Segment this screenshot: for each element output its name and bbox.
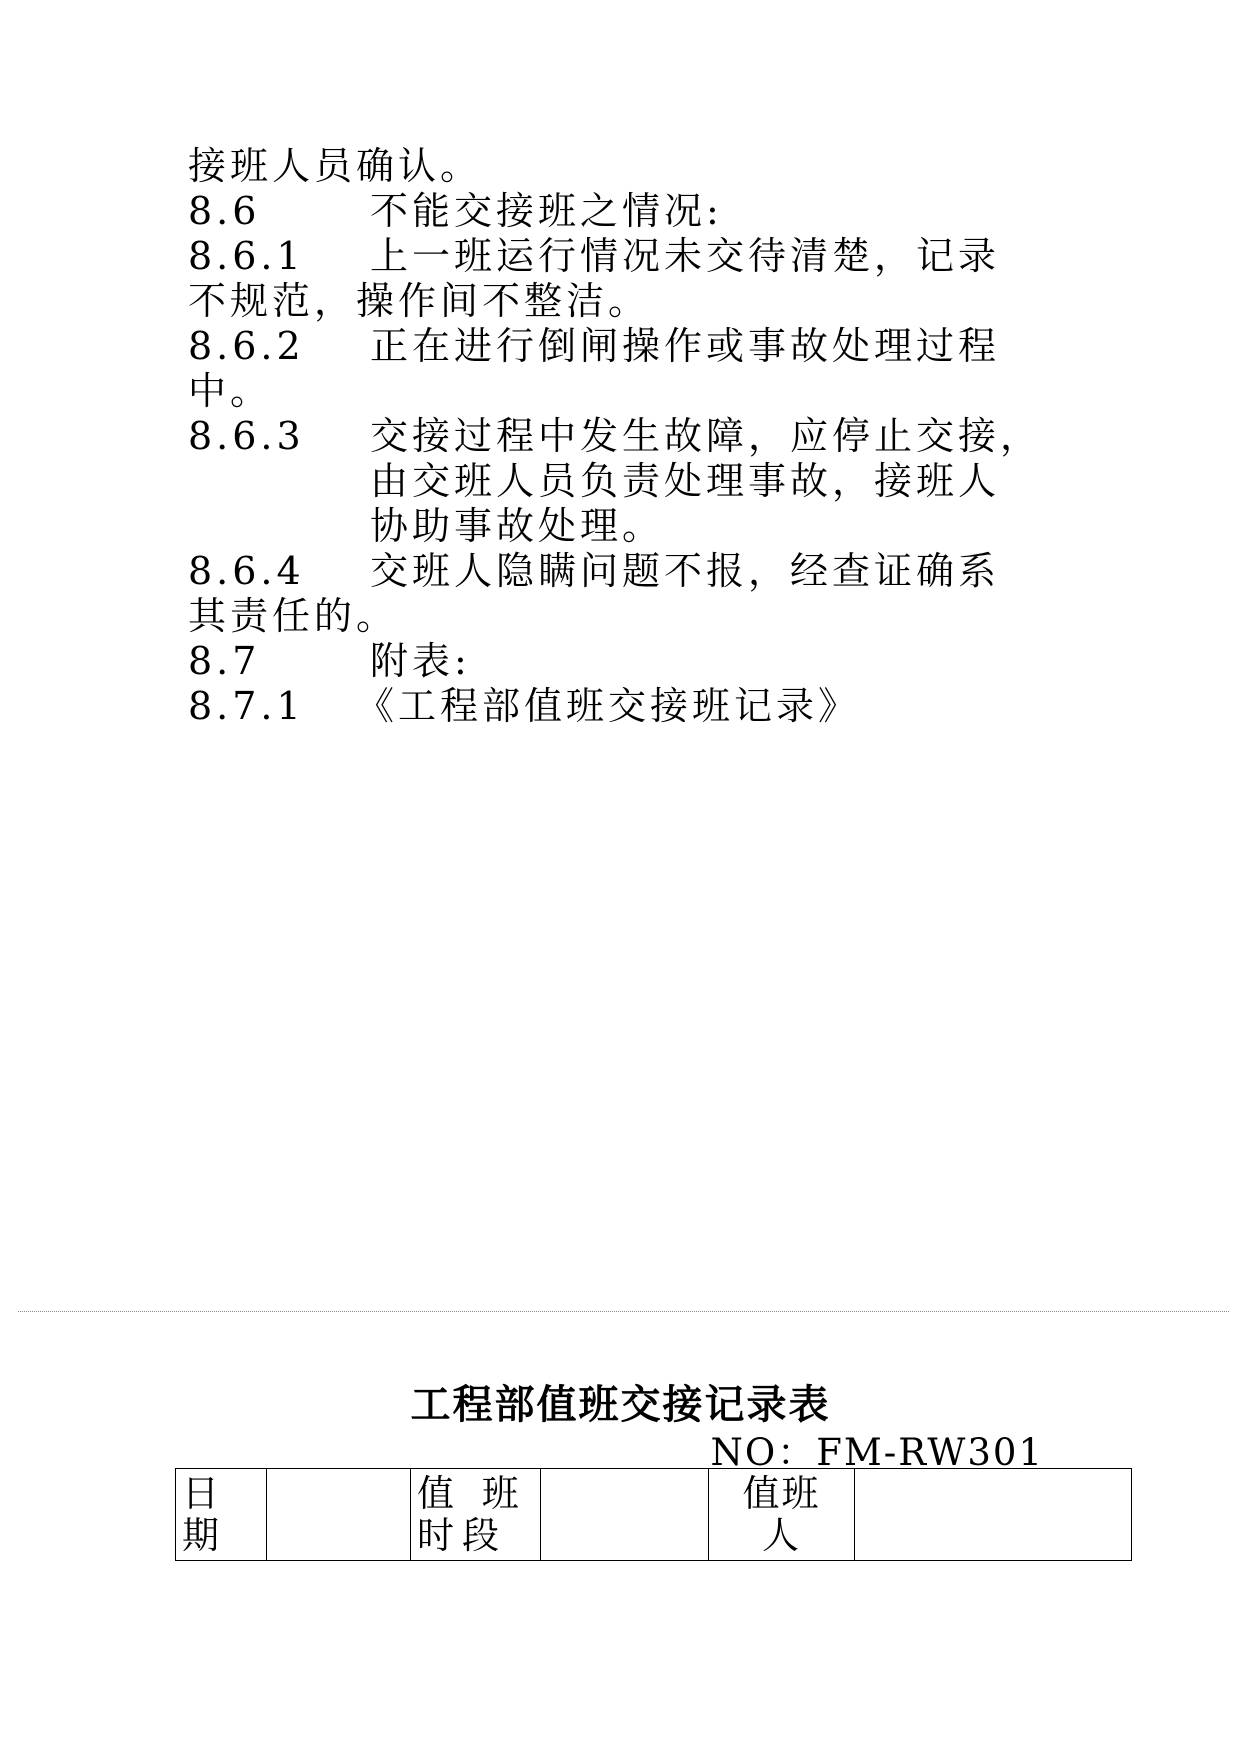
section-wrap-text: 中。 [188, 369, 273, 413]
page-break-divider [18, 1311, 1229, 1312]
section-8-6-2-wrap [188, 369, 1068, 414]
section-indented-text: 由交班人员负责处理事故，接班人 [370, 459, 1001, 503]
section-wrap-text: 不规范，操作间不整洁。 [188, 279, 651, 323]
section-8-6-2 [188, 324, 1068, 369]
shift-period-label-line: 时段 [417, 1513, 507, 1557]
section-8-6-4-wrap [188, 594, 1068, 639]
section-number: 8.7 [188, 639, 261, 683]
continuation-line [188, 144, 1068, 189]
shift-period-label-line: 值 班 [417, 1471, 527, 1515]
document-body [188, 144, 1068, 729]
section-8-6-1 [188, 234, 1068, 279]
section-text: 附表: [370, 639, 471, 683]
section-text: 不能交接班之情况: [370, 189, 723, 233]
section-8-7 [188, 639, 1068, 684]
section-8-6-1-wrap [188, 279, 1068, 324]
section-indented-text: 协助事故处理。 [370, 504, 665, 548]
date-label-cell [176, 1469, 267, 1561]
section-number: 8.6.1 [188, 234, 305, 278]
section-8-7-1 [188, 684, 1068, 729]
table-row [176, 1469, 1132, 1561]
section-8-6 [188, 189, 1068, 234]
section-8-6-3-line-3 [188, 504, 1068, 549]
date-value-cell[interactable] [267, 1469, 411, 1561]
section-8-6-4 [188, 549, 1068, 594]
section-text: 上一班运行情况未交待清楚，记录 [370, 234, 1001, 278]
form-number: NO：FM-RW301 [710, 1431, 1044, 1474]
section-text: 正在进行倒闸操作或事故处理过程 [370, 324, 1001, 368]
section-wrap-text: 其责任的。 [188, 594, 399, 638]
form-title: 工程部值班交接记录表 [410, 1382, 831, 1428]
attachment-reference: 《工程部值班交接班记录》 [356, 684, 861, 728]
continuation-text: 接班人员确认。 [188, 144, 483, 188]
section-number: 8.6.3 [188, 414, 305, 458]
section-8-6-3-line-2 [188, 459, 1068, 504]
handover-record-table [175, 1468, 1132, 1561]
section-number: 8.6.2 [188, 324, 305, 368]
section-number: 8.6.4 [188, 549, 305, 593]
duty-person-value-cell[interactable] [855, 1469, 1132, 1561]
section-text: 交班人隐瞒问题不报，经查证确系 [370, 549, 1001, 593]
section-8-6-3 [188, 414, 1068, 459]
section-number: 8.7.1 [188, 684, 305, 728]
shift-period-value-cell[interactable] [541, 1469, 709, 1561]
duty-person-label-cell [709, 1469, 855, 1561]
section-text: 交接过程中发生故障，应停止交接， [370, 414, 1043, 458]
shift-period-label-cell [411, 1469, 541, 1561]
duty-person-label-line: 值班 [742, 1471, 821, 1515]
section-number: 8.6 [188, 189, 261, 233]
date-label-line: 日 [182, 1471, 219, 1515]
date-label-line: 期 [182, 1513, 219, 1557]
duty-person-label-line: 人 [762, 1513, 801, 1557]
